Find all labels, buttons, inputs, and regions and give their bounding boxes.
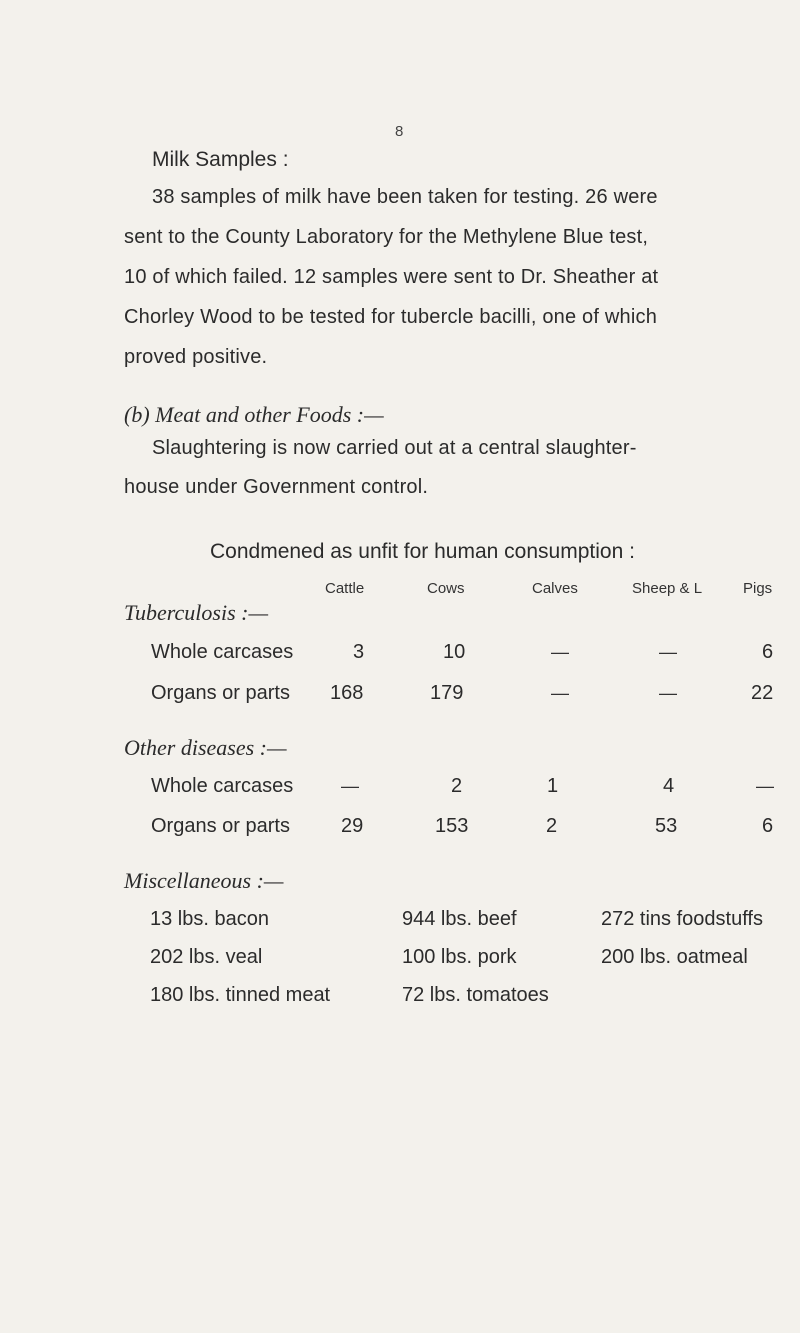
table-cell: 2: [451, 775, 463, 797]
table-cell: —: [551, 683, 569, 703]
table-cell: 153: [435, 815, 469, 837]
meat-paragraph-line: house under Government control.: [124, 476, 429, 498]
column-header-pigs: Pigs: [743, 580, 773, 597]
misc-item: 72 lbs. tomatoes: [402, 984, 549, 1006]
table-cell: 4: [663, 775, 675, 797]
milk-paragraph-line: proved positive.: [124, 346, 268, 368]
column-header-cattle: Cattle: [325, 580, 365, 597]
table-cell: 6: [762, 815, 774, 837]
misc-item: 202 lbs. veal: [150, 946, 263, 968]
column-header-cows: Cows: [427, 580, 465, 597]
table-cell: —: [551, 642, 569, 662]
row-label: Whole carcases: [151, 641, 294, 663]
table-cell: 22: [751, 682, 774, 704]
milk-paragraph-line: 10 of which failed. 12 samples were sent to Dr. Sheather at: [124, 266, 659, 288]
condemned-heading: Condmened as unfit for human consumption :: [210, 540, 635, 563]
table-cell: —: [341, 776, 359, 796]
misc-item: 180 lbs. tinned meat: [150, 984, 331, 1006]
misc-item: 944 lbs. beef: [402, 908, 517, 930]
meat-heading: (b) Meat and other Foods :—: [124, 402, 384, 427]
table-cell: 53: [655, 815, 678, 837]
row-label: Organs or parts: [151, 682, 290, 704]
table-cell: 29: [341, 815, 364, 837]
table-cell: 10: [443, 641, 466, 663]
table-cell: —: [659, 642, 677, 662]
page-number: 8: [395, 123, 404, 140]
milk-paragraph-line: Chorley Wood to be tested for tubercle bacilli, one of which: [124, 306, 658, 328]
table-cell: 6: [762, 641, 774, 663]
misc-item: 200 lbs. oatmeal: [601, 946, 748, 968]
row-label: Whole carcases: [151, 775, 294, 797]
misc-item: 272 tins foodstuffs: [601, 908, 763, 930]
table-cell: 168: [330, 682, 364, 704]
misc-item: 13 lbs. bacon: [150, 908, 269, 930]
table-cell: 3: [353, 641, 365, 663]
tuberculosis-label: Tuberculosis :—: [124, 600, 269, 625]
meat-paragraph-line: Slaughtering is now carried out at a central slaughter-: [152, 437, 637, 459]
miscellaneous-label: Miscellaneous :—: [124, 868, 284, 893]
table-cell: 1: [547, 775, 559, 797]
table-cell: 179: [430, 682, 464, 704]
table-cell: 2: [546, 815, 558, 837]
milk-paragraph-line: sent to the County Laboratory for the Methylene Blue test,: [124, 226, 649, 248]
row-label: Organs or parts: [151, 815, 290, 837]
column-header-sheep-lambs: Sheep & L: [632, 580, 703, 597]
milk-paragraph-line: 38 samples of milk have been taken for testing. 26 were: [152, 186, 658, 208]
table-cell: —: [659, 683, 677, 703]
other-diseases-label: Other diseases :—: [124, 735, 287, 760]
column-header-calves: Calves: [532, 580, 578, 597]
milk-samples-heading: Milk Samples :: [152, 148, 289, 171]
table-cell: —: [756, 776, 774, 796]
misc-item: 100 lbs. pork: [402, 946, 517, 968]
